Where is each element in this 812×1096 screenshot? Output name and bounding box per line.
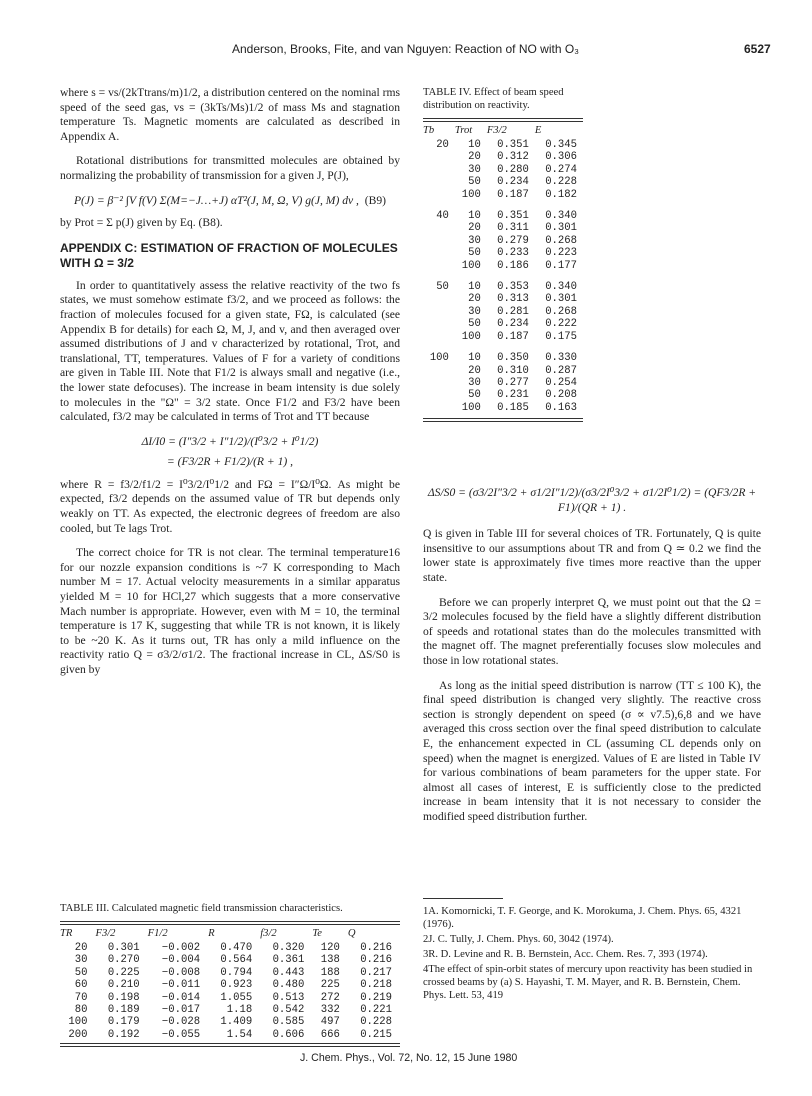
table-cell: 0.320 (272, 942, 305, 954)
table-cell: 30 (468, 376, 481, 389)
table-cell: 0.361 (272, 954, 305, 967)
table-caption: TABLE IV. Effect of beam speed distribution on reactivity. (423, 87, 564, 111)
table-row (423, 151, 583, 163)
table-cell: 0.301 (107, 942, 140, 954)
table-cell: 20 (468, 293, 481, 306)
table-cell: 200 (68, 1028, 88, 1041)
column-header: Tb (423, 125, 435, 136)
table-cell: −0.055 (161, 1028, 201, 1041)
table-cell: −0.004 (161, 954, 201, 967)
table-cell: 100 (461, 188, 481, 201)
running-title: Anderson, Brooks, Fite, and van Nguyen: Reaction of NO with O₃ (232, 42, 580, 56)
table-cell: 30 (74, 954, 88, 967)
table-cell: 0.277 (497, 376, 529, 389)
table-cell (423, 331, 455, 343)
table-cell: −0.011 (161, 979, 201, 992)
group-gap (423, 343, 583, 352)
table-cell: 20 (468, 151, 481, 164)
table-cell: 0.268 (545, 234, 577, 247)
table-cell (423, 222, 455, 234)
table-cell: 70 (74, 991, 88, 1004)
table-cell: 0.234 (497, 318, 529, 331)
table-iii (60, 902, 400, 1047)
table-cell: 30 (468, 163, 481, 176)
column-header: F3/2 (486, 125, 507, 136)
table-cell: 0.254 (545, 376, 577, 389)
column-header: F3/2 (95, 928, 116, 939)
table-cell: 1.54 (226, 1028, 253, 1041)
paragraph: As long as the initial speed distribution is narrow (TT ≤ 100 K), the final speed distribution is changed very slightly. The reactive cross section is strongly dependent on speed (σ ∝ v7.5),6,8 and we have averaged this cross section over the final speed distribution to calculate E, the enhancement expected in CL (assuming CL depends only on speed) when the magnet is energized. Values of E are listed in Table IV for various combinations of beam parameters for the upper state. For almost all cases of interest, E is sufficiently close to the predicted increase in beam intensity that it is not necessary to consider the modified speed distribution further. (423, 678, 761, 823)
table-cell: 0.585 (272, 1016, 305, 1029)
table-cell: 0.287 (545, 364, 577, 377)
table-cell: 0.353 (497, 281, 529, 294)
table-cell: 0.228 (545, 176, 577, 189)
table-cell: 0.219 (360, 991, 392, 1004)
table-cell: 0.221 (360, 1004, 392, 1017)
paragraph: Before we can properly interpret Q, we must point out that the Ω = 3/2 molecules focused by the field have a slightly different distribution of speeds and rotational states than do the molecules transmitted with the magnet off. The magnet preferentially focuses slow molecules and those in low rotational states. (423, 595, 761, 667)
appendix-heading: APPENDIX C: ESTIMATION OF FRACTION OF MOLECULES WITH Ω = 3/2 (60, 240, 398, 270)
table-cell: 60 (74, 979, 88, 992)
table-row (60, 979, 400, 991)
table-cell: 0.270 (107, 954, 140, 967)
table-cell: 0.177 (545, 259, 577, 272)
table-cell: 0.311 (497, 222, 529, 235)
table-cell: 10 (468, 281, 481, 294)
table-cell: 0.351 (497, 139, 529, 151)
table-cell: 50 (468, 389, 481, 402)
table-cell: 0.794 (220, 966, 253, 979)
table-row (423, 352, 583, 364)
table-row (423, 318, 583, 330)
table-row (423, 377, 583, 389)
table-cell: 0.208 (545, 389, 577, 402)
table-cell (423, 306, 455, 318)
table-cell: 50 (468, 176, 481, 189)
table-cell: 666 (320, 1028, 340, 1041)
column-header: R (208, 928, 215, 939)
table-cell: −0.002 (161, 942, 201, 954)
table-cell (423, 235, 455, 247)
table-cell: −0.008 (161, 966, 201, 979)
table-cell: 0.564 (220, 954, 253, 967)
table-cell: 0.280 (497, 163, 529, 176)
table-cell (423, 247, 455, 259)
table-cell: 0.281 (497, 305, 529, 318)
table-cell: 0.923 (220, 979, 253, 992)
column-header: E (534, 125, 542, 136)
table-row (423, 164, 583, 176)
left-column (60, 86, 400, 688)
table-cell: 1.409 (220, 1016, 253, 1029)
table-cell: 0.233 (497, 247, 529, 260)
table-cell: 0.182 (545, 188, 577, 201)
table-cell: 0.274 (545, 163, 577, 176)
table-cell: 50 (468, 318, 481, 331)
table-cell (423, 189, 455, 201)
paragraph: by Prot = Σ p(J) given by Eq. (B8). (60, 216, 223, 230)
table-cell (423, 402, 455, 414)
table-iv (423, 86, 583, 422)
table-cell: 50 (436, 281, 449, 294)
table-cell: 100 (461, 330, 481, 343)
table-cell: −0.014 (161, 991, 201, 1004)
table-cell: 0.312 (497, 151, 529, 164)
table-cell: 0.198 (107, 991, 140, 1004)
table-row (423, 210, 583, 222)
table-cell: 0.480 (272, 979, 305, 992)
table-cell: 0.216 (360, 942, 392, 954)
column-header: f3/2 (260, 928, 277, 939)
table-iv-grid (423, 122, 583, 414)
table-cell: 10 (468, 210, 481, 223)
table-row (60, 942, 400, 954)
table-cell: 40 (436, 210, 449, 223)
table-cell: 100 (429, 352, 449, 365)
table-cell: −0.028 (161, 1016, 201, 1029)
table-cell: 20 (436, 139, 449, 151)
column-header: Trot (454, 125, 473, 136)
table-cell: 0.187 (497, 188, 529, 201)
column-header: Te (312, 928, 322, 939)
table-cell: 20 (468, 364, 481, 377)
table-cell: 0.215 (360, 1028, 392, 1041)
table-row (423, 176, 583, 188)
table-row (60, 1029, 400, 1041)
equation-c1: ΔI/I0 = (I″3/2 + I″1/2)/(I⁰3/2 + I⁰1/2) (141, 434, 319, 448)
table-row (423, 222, 583, 234)
references (423, 898, 761, 1004)
table-row (60, 1016, 400, 1028)
table-cell (423, 151, 455, 163)
table-row (60, 1004, 400, 1016)
table-cell: 30 (468, 305, 481, 318)
table-cell: 0.228 (360, 1016, 392, 1029)
table-row (423, 389, 583, 401)
journal-footer: J. Chem. Phys., Vol. 72, No. 12, 15 June 1980 (300, 1052, 518, 1064)
table-cell: 30 (468, 234, 481, 247)
table-cell (423, 176, 455, 188)
table-cell: 0.470 (220, 942, 253, 954)
table-cell: 0.606 (272, 1028, 305, 1041)
table-cell: 0.513 (272, 991, 305, 1004)
table-cell: 50 (74, 966, 88, 979)
table-row (423, 402, 583, 414)
table-row (423, 139, 583, 151)
table-cell: 0.330 (545, 352, 577, 365)
table-cell: 0.186 (497, 259, 529, 272)
table-cell: 50 (468, 247, 481, 260)
table-row (60, 954, 400, 966)
table-cell: 0.279 (497, 234, 529, 247)
table-cell: 0.340 (545, 281, 577, 294)
table-cell: −0.017 (161, 1004, 201, 1017)
table-row (60, 967, 400, 979)
table-cell: 0.189 (107, 1004, 140, 1017)
table-cell: 0.187 (497, 330, 529, 343)
table-cell: 10 (468, 352, 481, 365)
table-cell: 0.301 (545, 293, 577, 306)
table-cell: 0.313 (497, 293, 529, 306)
equation-ds: ΔS/S0 = (σ3/2I″3/2 + σ1/2I″1/2)/(σ3/2I⁰3/2 + σ1/2I⁰1/2) = (QF3/2R + F1)/(QR + 1) . (427, 486, 757, 514)
table-cell: 20 (74, 942, 88, 954)
table-cell: 497 (320, 1016, 340, 1029)
table-cell: 0.163 (545, 401, 577, 414)
table-row (60, 992, 400, 1004)
table-cell: 120 (320, 942, 340, 954)
paragraph: where R = f3/2/f1/2 = I⁰3/2/I⁰1/2 and FΩ = I″Ω/I⁰Ω. As might be expected, f3/2 depends on the assumed value of TR but depends only weakly on TT. As expected, the electronic degrees of freedom are also cooled, but Te lags Trot. (60, 477, 400, 535)
paragraph: Rotational distributions for transmitted molecules are obtained by normalizing the probability of transmission for a given J, P(J), (60, 154, 400, 182)
table-cell: 0.192 (107, 1028, 140, 1041)
table-cell (423, 389, 455, 401)
table-cell: 100 (68, 1016, 88, 1029)
table-cell: 138 (320, 954, 340, 967)
table-cell (423, 365, 455, 377)
table-cell (423, 260, 455, 272)
paragraph: The correct choice for TR is not clear. The terminal temperature16 for our nozzle expansion conditions is ~7 K corresponding to Mach number M = 17. Actual velocity measurements in a similar apparatus yielded M = 10 for HCl,27 which suggests that a more conservative Mach number is appropriate. However, even with M = 10, the terminal temperature is 17 K, suggesting that while TR is not known, it is likely to be ~20 K. As it turns out, TR has only a mild influence on the reactivity ratio Q = σ3/2/σ1/2. The fractional increase in CL, ΔS/S0 is given by (60, 546, 400, 676)
table-cell: 0.310 (497, 364, 529, 377)
table-cell: 0.218 (360, 979, 392, 992)
table-cell: 188 (320, 966, 340, 979)
table-row (423, 235, 583, 247)
table-cell: 0.340 (545, 210, 577, 223)
right-column (423, 486, 761, 834)
table-row (423, 365, 583, 377)
table-cell: 100 (461, 259, 481, 272)
table-row (423, 293, 583, 305)
table-cell: 0.216 (360, 954, 392, 967)
table-iii-grid (60, 925, 400, 1041)
table-cell: 0.351 (497, 210, 529, 223)
column-header: Q (347, 928, 356, 939)
table-cell: 0.185 (497, 401, 529, 414)
table-cell: 1.18 (226, 1004, 253, 1017)
table-cell: 10 (468, 139, 481, 151)
table-row (423, 260, 583, 272)
table-row (423, 331, 583, 343)
table-cell: 0.175 (545, 330, 577, 343)
table-row (423, 306, 583, 318)
group-gap (423, 272, 583, 281)
table-cell: 0.268 (545, 305, 577, 318)
table-cell: 0.179 (107, 1016, 140, 1029)
group-gap (423, 201, 583, 210)
table-cell: 0.231 (497, 389, 529, 402)
table-cell: 0.225 (107, 966, 140, 979)
table-cell: 0.234 (497, 176, 529, 189)
table-cell: 0.217 (360, 966, 392, 979)
page-number: 6527 (744, 42, 771, 56)
table-row (423, 247, 583, 259)
reference: 4The effect of spin-orbit states of mercury upon reactivity has been studied in crossed beams by (a) S. Hayashi, T. M. Mayer, and R. B. Bernstein, Chem. Phys. Lett. 53, 419 (423, 964, 753, 1001)
paragraph: where s = vs/(2kTtrans/m)1/2, a distribution centered on the nominal rms speed of the seed gas, vs = (3kTs/Ms)1/2 of mass Ms and stagnation temperature Ts. Magnetic moments are calculated as described in Appendix A. (60, 86, 400, 143)
equation-b9: P(J) = β⁻² ∫V f(V) Σ(M=−J…+J) αT²(J, M, Ω, V) g(J, M) dv , (B9) (73, 193, 387, 207)
reference: 1A. Komornicki, T. F. George, and K. Morokuma, J. Chem. Phys. 65, 4321 (1976). (423, 906, 742, 930)
table-row (423, 189, 583, 201)
table-cell (423, 377, 455, 389)
table-cell: 0.306 (545, 151, 577, 164)
column-header: F1/2 (147, 928, 168, 939)
equation-c2: = (F3/2R + F1/2)/(R + 1) , (166, 455, 294, 469)
paragraph: Q is given in Table III for several choices of TR. Fortunately, Q is quite insensitive to our assumptions about TR and from Q ≃ 0.2 we find the lower state is approximately five times more reactive than the upper state. (423, 527, 761, 584)
paragraph: In order to quantitatively assess the relative reactivity of the two fs states, we must somehow estimate f3/2, and we proceed as follows: the fraction of molecules focused for a given state, FΩ, is calculated (see Appendix B for details) for each Ω, M, J, and v, and then averaged over assumed distributions of J and v characterized by rotational, Trot, and translational, TT, temperatures. Values of F for a variety of conditions are given in Table III. Note that F1/2 is always small and negative (i.e., the lower state defocuses). The increase in beam intensity is due solely to molecules in the "Ω" = 3/2 state. Once F1/2 and F3/2 have been calculated, f3/2 may be calculated in terms of Trot and TT because (60, 278, 400, 424)
table-cell: 80 (74, 1004, 88, 1017)
table-cell: 272 (320, 991, 340, 1004)
table-cell: 225 (320, 979, 340, 992)
table-cell: 0.350 (497, 352, 529, 365)
table-cell: 100 (461, 401, 481, 414)
reference: 2J. C. Tully, J. Chem. Phys. 60, 3042 (1974). (423, 934, 614, 945)
table-cell: 0.210 (107, 979, 140, 992)
table-cell (423, 318, 455, 330)
table-cell: 0.222 (545, 318, 577, 331)
table-cell (423, 293, 455, 305)
table-cell: 332 (320, 1004, 340, 1017)
table-cell: 0.223 (545, 247, 577, 260)
table-cell (423, 164, 455, 176)
table-cell: 20 (468, 222, 481, 235)
table-caption: TABLE III. Calculated magnetic field transmission characteristics. (60, 903, 343, 914)
table-cell: 1.055 (220, 991, 253, 1004)
table-cell: 0.345 (545, 139, 577, 151)
table-cell: 0.301 (545, 222, 577, 235)
table-row (423, 281, 583, 293)
table-cell: 0.542 (272, 1004, 305, 1017)
table-cell: 0.443 (272, 966, 305, 979)
column-header: TR (60, 928, 73, 939)
reference: 3R. D. Levine and R. B. Bernstein, Acc. Chem. Res. 7, 393 (1974). (423, 949, 708, 960)
